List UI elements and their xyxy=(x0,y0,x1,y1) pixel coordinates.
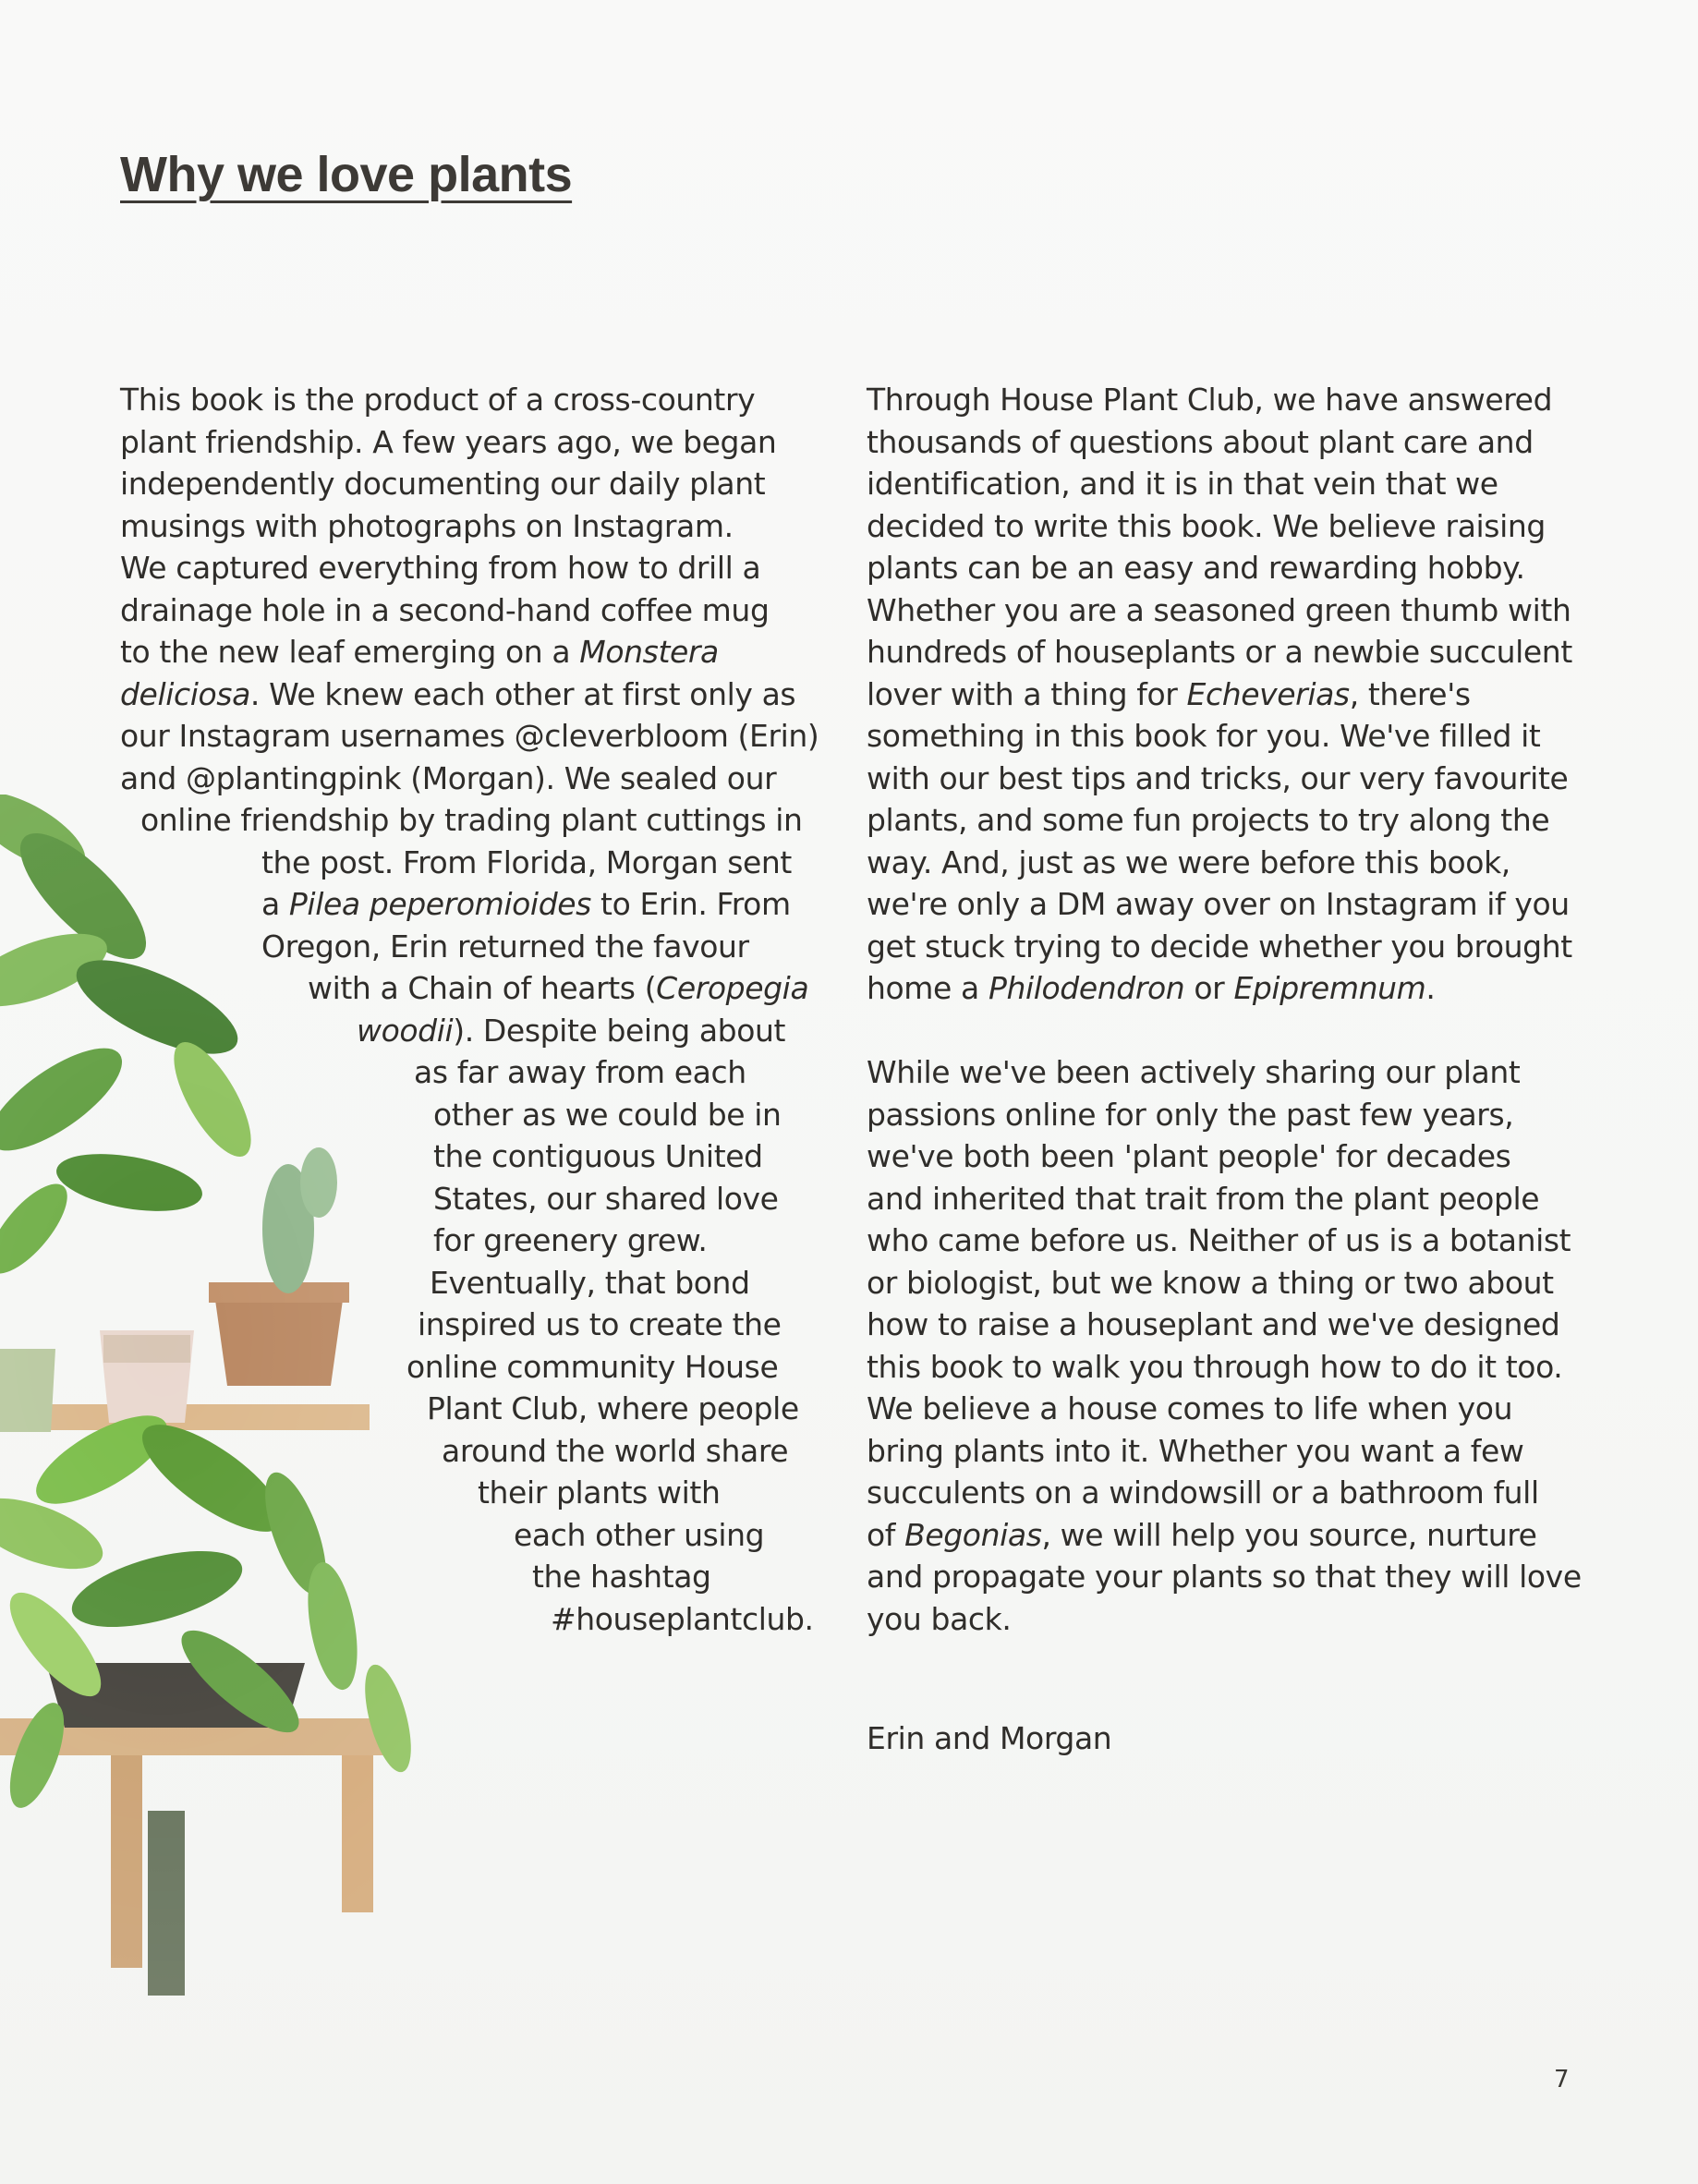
text-segment: and @plantingpink (Morgan). We sealed our xyxy=(120,759,777,796)
stand-leg-green xyxy=(148,1811,185,1996)
text-line xyxy=(867,631,1587,673)
text-segment: each other using xyxy=(514,1516,765,1553)
text-segment: the post. From Florida, Morgan sent xyxy=(261,843,792,880)
text-line xyxy=(0,1010,831,1052)
stand-leg-left xyxy=(111,1755,142,1968)
text-segment: the hashtag xyxy=(532,1559,711,1595)
italic-text: deliciosa xyxy=(120,675,250,712)
page-number: 7 xyxy=(1554,2066,1570,2093)
text-segment: ). Despite being about xyxy=(453,1012,786,1049)
text-segment: who came before us. Neither of us is a botanist xyxy=(867,1222,1571,1258)
text-line xyxy=(867,463,1587,505)
text-line xyxy=(867,589,1587,632)
text-segment: of xyxy=(867,1516,905,1553)
text-line xyxy=(867,1556,1587,1598)
text-line xyxy=(0,1430,831,1473)
text-line xyxy=(867,1304,1587,1346)
italic-text: Pilea peperomioides xyxy=(288,886,591,922)
text-segment: independently documenting our daily plant xyxy=(120,466,766,502)
text-line xyxy=(0,1388,831,1430)
text-line xyxy=(0,1514,831,1557)
text-line xyxy=(0,1219,831,1262)
text-line xyxy=(867,673,1587,716)
text-segment: States, our shared love xyxy=(433,1180,779,1217)
text-segment: While we've been actively sharing our plant xyxy=(867,1054,1521,1090)
text-line xyxy=(0,673,831,716)
text-line xyxy=(867,1346,1587,1389)
text-segment: lover with a thing for xyxy=(867,675,1187,712)
text-segment: we've both been 'plant people' for decades xyxy=(867,1138,1511,1174)
text-line xyxy=(0,631,831,673)
text-segment: Oregon, Erin returned the favour xyxy=(261,928,749,965)
text-segment: , we will help you source, nurture xyxy=(1041,1516,1537,1553)
text-line xyxy=(0,379,831,421)
italic-text: Begonias xyxy=(904,1516,1042,1553)
text-segment: and inherited that trait from the plant people xyxy=(867,1180,1540,1217)
text-segment: online community House xyxy=(406,1348,779,1385)
text-segment: we're only a DM away over on Instagram if you xyxy=(867,886,1570,922)
text-line xyxy=(0,463,831,505)
text-line xyxy=(0,1346,831,1389)
text-line xyxy=(867,1430,1587,1473)
text-segment: to Erin. From xyxy=(590,886,791,922)
text-segment: Plant Club, where people xyxy=(427,1390,799,1426)
text-line xyxy=(0,547,831,589)
text-segment: . We knew each other at first only as xyxy=(249,675,796,712)
text-line xyxy=(867,1094,1587,1136)
text-segment: drainage hole in a second-hand coffee mug xyxy=(120,591,770,628)
text-line xyxy=(0,758,831,800)
text-segment: Through House Plant Club, we have answered xyxy=(867,382,1553,418)
right-text-column xyxy=(867,379,1587,1640)
text-line xyxy=(0,799,831,842)
text-segment: for greenery grew. xyxy=(433,1222,708,1258)
text-line xyxy=(0,883,831,926)
text-line xyxy=(867,1219,1587,1262)
text-segment: #houseplantclub. xyxy=(551,1600,814,1637)
text-line xyxy=(0,842,831,884)
text-segment: this book to walk you through how to do it too. xyxy=(867,1348,1563,1385)
text-segment: We believe a house comes to life when you xyxy=(867,1390,1513,1426)
text-segment: bring plants into it. Whether you want a few xyxy=(867,1432,1524,1469)
text-segment: a xyxy=(261,886,289,922)
text-line xyxy=(867,926,1587,968)
text-line xyxy=(867,1135,1587,1178)
text-segment: something in this book for you. We've filled it xyxy=(867,718,1541,754)
text-line xyxy=(867,1178,1587,1220)
italic-text: Monstera xyxy=(579,634,719,670)
text-line xyxy=(867,1598,1587,1641)
text-segment: with a Chain of hearts ( xyxy=(308,970,657,1006)
text-segment: with our best tips and tricks, our very favourite xyxy=(867,759,1569,796)
text-line xyxy=(867,505,1587,548)
italic-text: Echeverias xyxy=(1186,675,1350,712)
text-segment: This book is the product of a cross-country xyxy=(120,382,756,418)
italic-text: Epipremnum xyxy=(1233,970,1426,1006)
text-segment: Whether you are a seasoned green thumb with xyxy=(867,591,1571,628)
text-segment: identification, and it is in that vein that we xyxy=(867,466,1498,502)
text-line xyxy=(867,799,1587,842)
text-line xyxy=(0,589,831,632)
left-text-column xyxy=(0,379,831,1640)
page-title: Why we love plants xyxy=(120,147,573,202)
text-line xyxy=(867,379,1587,421)
text-line xyxy=(867,883,1587,926)
text-segment: or biologist, but we know a thing or two about xyxy=(867,1264,1554,1301)
italic-text: Philodendron xyxy=(988,970,1185,1006)
text-segment: passions online for only the past few years, xyxy=(867,1096,1514,1133)
text-segment: how to raise a houseplant and we've designed xyxy=(867,1306,1560,1342)
text-line xyxy=(0,1051,831,1094)
text-line xyxy=(867,1388,1587,1430)
italic-text: woodii xyxy=(357,1012,454,1049)
text-segment: as far away from each xyxy=(414,1054,746,1090)
text-line xyxy=(0,1472,831,1514)
text-segment: get stuck trying to decide whether you brought xyxy=(867,928,1572,965)
text-line xyxy=(867,715,1587,758)
text-line xyxy=(0,505,831,548)
text-segment: around the world share xyxy=(442,1432,789,1469)
text-segment: our Instagram usernames @cleverbloom (Erin) xyxy=(120,718,819,754)
text-segment: succulents on a windowsill or a bathroom full xyxy=(867,1474,1539,1511)
text-line xyxy=(867,1472,1587,1514)
text-segment: way. And, just as we were before this book, xyxy=(867,843,1510,880)
text-segment: other as we could be in xyxy=(433,1096,782,1133)
text-segment: home a xyxy=(867,970,988,1006)
text-line xyxy=(867,758,1587,800)
paragraph-gap xyxy=(867,1010,1587,1052)
text-segment: or xyxy=(1184,970,1234,1006)
text-segment: thousands of questions about plant care and xyxy=(867,423,1534,460)
text-segment: We captured everything from how to drill a xyxy=(120,550,761,586)
text-segment: plant friendship. A few years ago, we began xyxy=(120,423,777,460)
text-line xyxy=(867,421,1587,464)
text-line xyxy=(0,1598,831,1641)
text-segment: their plants with xyxy=(478,1474,721,1511)
text-segment: and propagate your plants so that they will love xyxy=(867,1559,1582,1595)
text-line xyxy=(867,1051,1587,1094)
text-segment: Eventually, that bond xyxy=(430,1264,750,1301)
text-line xyxy=(0,1094,831,1136)
text-line xyxy=(867,967,1587,1010)
text-line xyxy=(867,1514,1587,1557)
text-segment: plants, and some fun projects to try along the xyxy=(867,802,1550,838)
text-line xyxy=(867,842,1587,884)
text-segment: the contiguous United xyxy=(433,1138,763,1174)
text-line xyxy=(0,1556,831,1598)
text-line xyxy=(0,1178,831,1220)
text-segment: inspired us to create the xyxy=(418,1306,782,1342)
text-line xyxy=(867,547,1587,589)
text-segment: hundreds of houseplants or a newbie succulent xyxy=(867,634,1572,670)
text-line xyxy=(0,1304,831,1346)
text-line xyxy=(0,1135,831,1178)
text-segment: , there's xyxy=(1349,675,1471,712)
text-segment: online friendship by trading plant cuttings in xyxy=(140,802,803,838)
signature: Erin and Morgan xyxy=(867,1720,1112,1756)
text-segment: . xyxy=(1425,970,1436,1006)
text-line xyxy=(0,926,831,968)
stand-leg-right xyxy=(342,1755,373,1912)
text-segment: plants can be an easy and rewarding hobby. xyxy=(867,550,1525,586)
text-segment: decided to write this book. We believe raising xyxy=(867,507,1546,544)
text-segment: musings with photographs on Instagram. xyxy=(120,507,734,544)
text-line xyxy=(867,1262,1587,1304)
text-line xyxy=(0,715,831,758)
text-line xyxy=(0,1262,831,1304)
text-line xyxy=(0,421,831,464)
italic-text: Ceropegia xyxy=(656,970,809,1006)
text-segment: you back. xyxy=(867,1600,1012,1637)
text-line xyxy=(0,967,831,1010)
text-segment: to the new leaf emerging on a xyxy=(120,634,580,670)
